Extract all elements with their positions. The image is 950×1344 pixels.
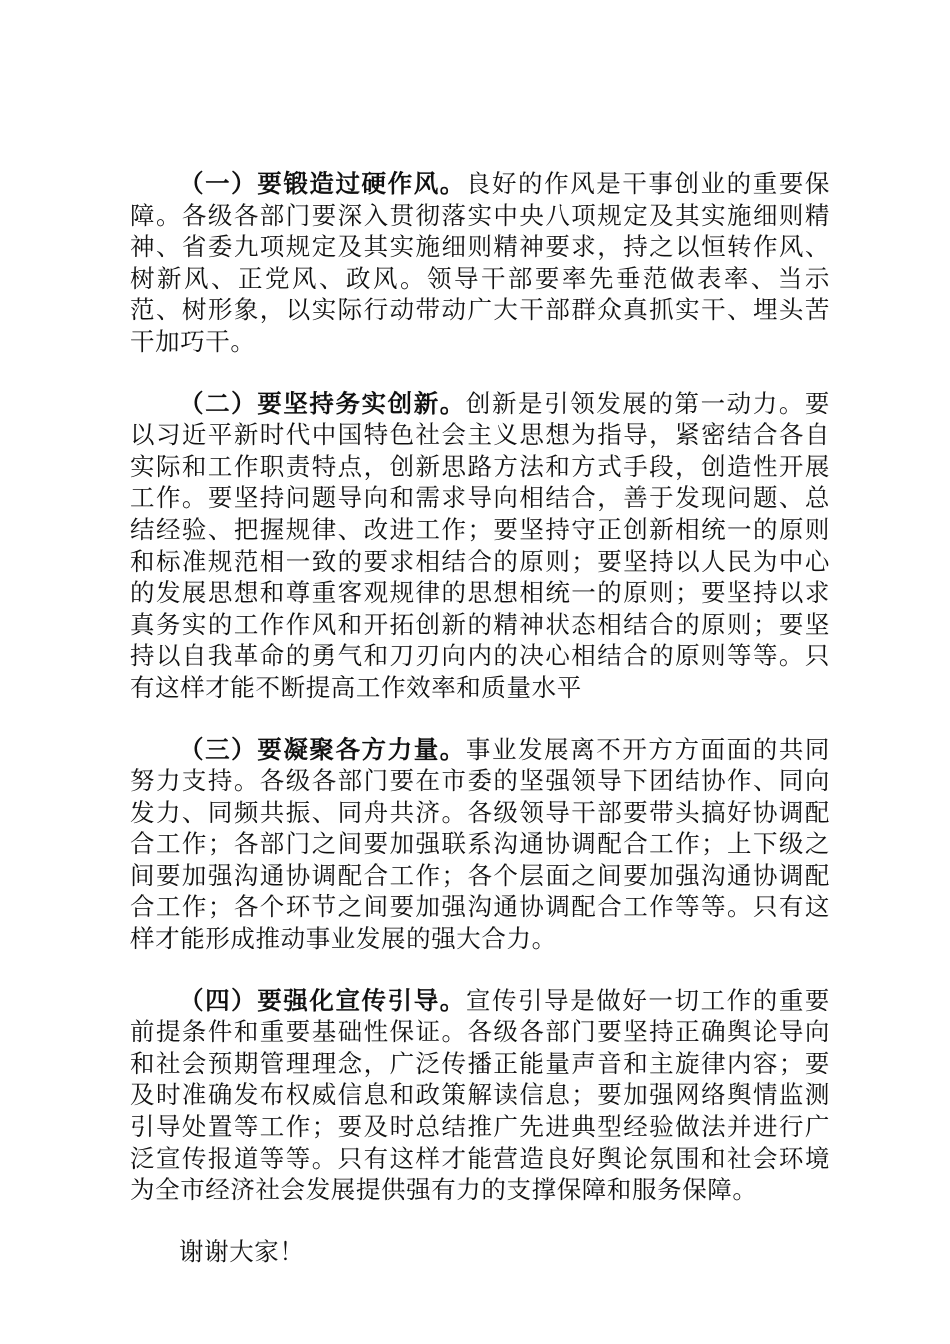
closing-remark: 谢谢大家！ [179,1236,305,1266]
section-2-heading: （二）要坚持务实创新。 [179,388,466,418]
section-4-body: 宣传引导是做好一切工作的重要前提条件和重要基础性保证。各级各部门要坚持正确舆论导向和社会预期管理理念，广泛传播正能量声音和主旋律内容；要及时准确发布权威信息和政策解读信息；要加强网络舆情监测引导处置等工作；要及时总结推广先进典型经验做法并进行广泛宣传报道等等。只有这样才能营造良好舆论氛围和社会环境为全市经济社会发展提供强有力的支撑保障和服务保障。 [130,985,830,1205]
section-1-body: 良好的作风是干事创业的重要保障。各级各部门要深入贯彻落实中央八项规定及其实施细则精神、省委九项规定及其实施细则精神要求，持之以恒转作风、树新风、正党风、政风。领导干部要率先垂范做表率、当示范、树形象，以实际行动带动广大干部群众真抓实干、埋头苦干加巧干。 [130,169,830,356]
section-4-heading: （四）要强化宣传引导。 [179,985,466,1015]
section-1 [130,168,830,358]
section-3-heading: （三）要凝聚各方力量。 [179,734,466,764]
section-2-body: 创新是引领发展的第一动力。要以习近平新时代中国特色社会主义思想为指导，紧密结合各自实际和工作职责特点，创新思路方法和方式手段，创造性开展工作。要坚持问题导向和需求导向相结合，善于发现问题、总结经验、把握规律、改进工作；要坚持守正创新相统一的原则和标准规范相一致的要求相结合的原则；要坚持以人民为中心的发展思想和尊重客观规律的思想相统一的原则；要坚持以求真务实的工作作风和开拓创新的精神状态相结合的原则；要坚持以自我革命的勇气和刀刃向内的决心相结合的原则等等。只有这样才能不断提高工作效率和质量水平 [130,388,830,702]
section-2 [130,388,830,704]
section-4 [130,985,830,1206]
section-1-heading: （一）要锻造过硬作风。 [179,169,466,198]
document-page [130,168,830,1267]
section-3-body: 事业发展离不开方方面面的共同努力支持。各级各部门要在市委的坚强领导下团结协作、同向发力、同频共振、同舟共济。各级领导干部要带头搞好协调配合工作；各部门之间要加强联系沟通协调配合工作；上下级之间要加强沟通协调配合工作；各个层面之间要加强沟通协调配合工作；各个环节之间要加强沟通协调配合工作等等。只有这样才能形成推动事业发展的强大合力。 [130,734,830,954]
section-3 [130,734,830,955]
